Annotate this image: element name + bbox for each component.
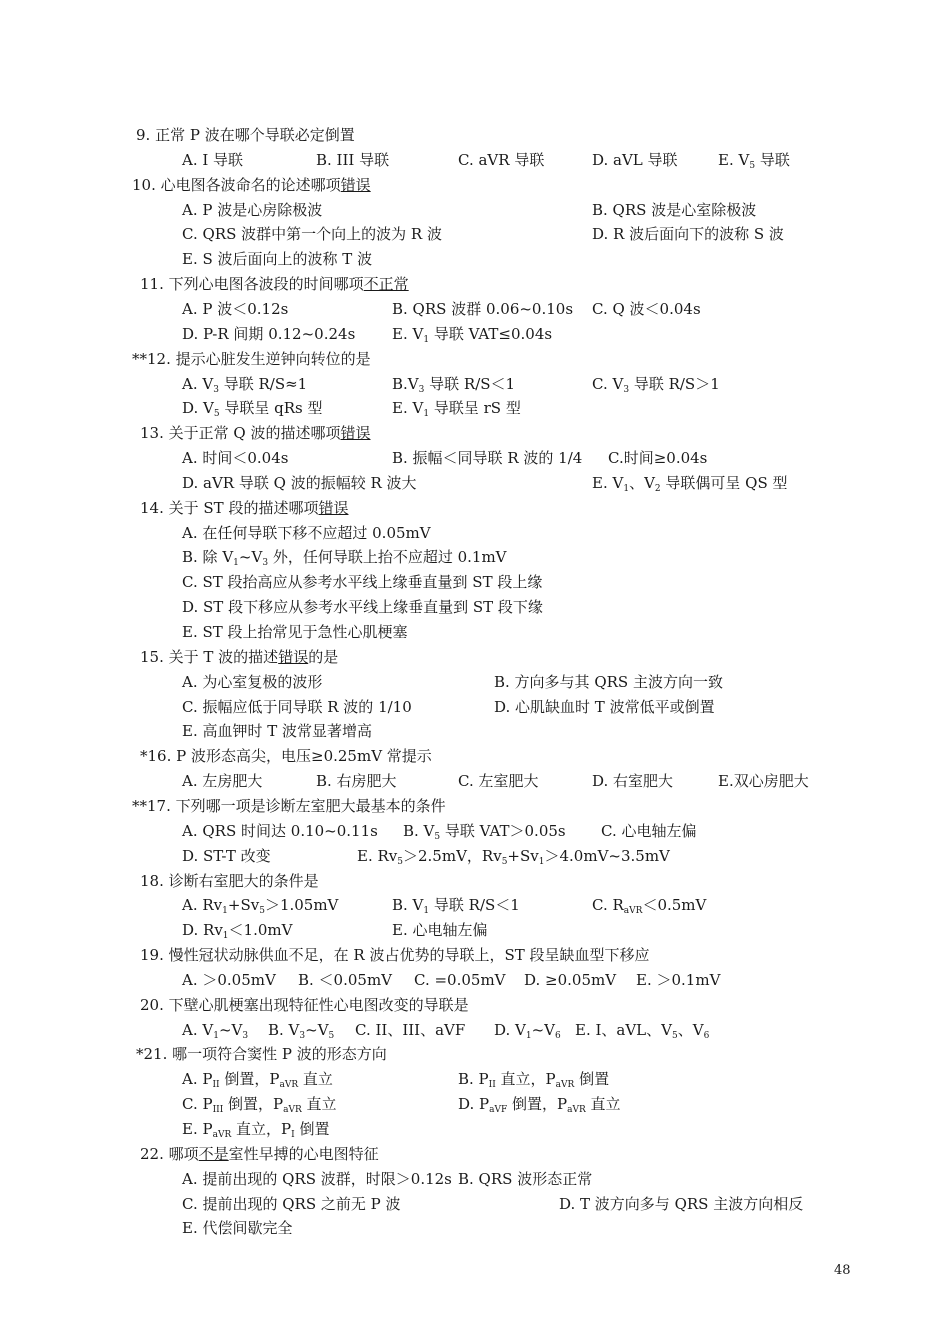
page-number: 48 [834,1263,851,1278]
question-text: 诊断右室肥大的条件是 [168,871,319,890]
answer-option: D. T 波方向多与 QRS 主波方向相反 [559,1194,804,1213]
question-stem [140,647,338,667]
answer-option: C.时间≥0.04s [608,449,708,468]
question-number: 10. [132,175,156,194]
question-number: *21. [136,1045,168,1064]
answer-option: B. 振幅＜同导联 R 波的 1/4 [392,449,583,468]
answer-option: B. 方向多与其 QRS 主波方向一致 [494,672,723,691]
answer-option: D. ST-T 改变 [182,846,271,865]
answer-option: B. QRS 波形态正常 [458,1169,593,1188]
answer-option: D. aVR 导联 Q 波的振幅较 R 波大 [182,473,417,492]
answer-option: B. $V_1$ 导联 R/S＜1 [392,896,520,917]
answer-option: A. 为心室复极的波形 [182,672,323,691]
question-number: **12. [132,349,171,368]
question-emphasis: 不是 [198,1144,229,1163]
question-number: 20. [140,995,164,1014]
answer-option: A. $V_3$ 导联 R/S≈1 [182,374,308,395]
answer-option: A. 时间＜0.04s [182,449,289,468]
answer-option: B. III 导联 [316,150,390,169]
answer-option: E. $V_1$ 导联呈 rS 型 [392,399,521,420]
question-stem [140,945,650,965]
answer-option: E. 高血钾时 T 波常显著增高 [182,722,373,741]
answer-option: C. Q 波＜0.04s [592,299,701,318]
answer-option: D. R 波后面向下的波称 S 波 [592,225,784,244]
answer-option: E. 代偿间歇完全 [182,1219,293,1238]
answer-option: E. $P_{aVR}$ 直立，$P_I$ 倒置 [182,1120,330,1140]
answer-option: C. ST 段抬高应从参考水平线上缘垂直量到 ST 段上缘 [182,573,543,592]
answer-option: B. $V_3\sim V_5$ [268,1020,335,1041]
question-stem [140,423,371,443]
question-number: 13. [140,424,164,443]
answer-option: D. 右室肥大 [592,772,674,791]
answer-option: B. $V_5$ 导联 VAT＞0.05s [403,821,566,842]
question-number: *16. [140,747,172,766]
question-text: 慢性冠状动脉供血不足，在 R 波占优势的导联上，ST 段呈缺血型下移应 [168,946,650,965]
question-text: 心电图各波命名的论述哪项 [160,175,341,194]
answer-option: B. 右房肥大 [316,772,397,791]
question-number: 14. [140,498,164,517]
answer-option: A. QRS 时间达 0.10~0.11s [182,821,378,840]
question-stem [140,498,348,518]
question-number: 19. [140,946,164,965]
answer-option: D. $Rv_1<1.0mV$ [182,921,293,942]
question-text: 下列心电图各波段的时间哪项 [168,275,364,294]
answer-option: E. ＞0.1mV [636,970,721,989]
question-emphasis: 错误 [278,647,309,666]
answer-option: E. I、aVL、$V_5$、$V_6$ [575,1020,710,1041]
answer-option: D. $V_1\sim V_6$ [494,1020,561,1041]
answer-option: C. 左室肥大 [458,772,539,791]
answer-option: A. 左房肥大 [182,772,263,791]
question-text: 正常 P 波在哪个导联必定倒置 [155,126,355,144]
question-number: 22. [140,1144,164,1163]
question-stem [132,796,446,816]
question-text: 下壁心肌梗塞出现特征性心电图改变的导联是 [168,995,469,1014]
answer-option: C. II、III、aVF [355,1020,466,1039]
answer-option: C. $V_3$ 导联 R/S＞1 [592,374,720,395]
answer-option: A. P 波是心房除极波 [182,200,323,219]
question-stem [136,1044,387,1064]
answer-option: A. $P_{II}$ 倒置，$P_{aVR}$ 直立 [182,1070,333,1091]
question-text: 关于 T 波的描述 [168,647,279,666]
question-stem [132,349,371,369]
answer-option: E. $Rv_5>2.5mV$，$Rv_5+Sv_1>4.0mV\sim 3.5mV$ [357,846,670,867]
answer-option: B. QRS 波群 0.06~0.10s [392,299,574,318]
answer-option: E.双心房肥大 [718,772,809,791]
question-number: **17. [132,796,171,815]
answer-option: C. 提前出现的 QRS 之前无 P 波 [182,1194,401,1213]
answer-option: A. $V_1\sim V_3$ [182,1020,249,1041]
answer-option: D. 心肌缺血时 T 波常低平或倒置 [494,697,715,716]
answer-option: A. $Rv_1+Sv_5>1.05mV$ [182,896,339,917]
answer-option: E. 心电轴左偏 [392,921,488,940]
answer-option: B. $P_{II}$ 直立，$P_{aVR}$ 倒置 [458,1070,610,1091]
question-emphasis: 错误 [340,424,371,443]
answer-option: C. $R_{aVR}<0.5mV$ [592,896,707,917]
question-text: 哪一项符合窦性 P 波的形态方向 [172,1045,387,1064]
answer-option: A. 提前出现的 QRS 波群，时限＞0.12s [182,1169,452,1188]
question-text-tail: 室性早搏的心电图特征 [228,1144,379,1163]
question-text: P 波形态高尖，电压≥0.25mV 常提示 [176,747,432,766]
question-number: 15. [140,647,164,666]
question-stem [132,175,371,195]
question-stem [140,1144,379,1164]
question-text: 下列哪一项是诊断左室肥大最基本的条件 [175,796,446,815]
answer-option: D. $V_5$ 导联呈 qRs 型 [182,399,323,420]
question-emphasis: 不正常 [363,275,409,294]
question-number: 11. [140,275,164,294]
answer-option: C. aVR 导联 [458,150,545,169]
question-stem [136,125,355,145]
answer-option: B. QRS 波是心室除极波 [592,200,757,219]
answer-option: C. $P_{III}$ 倒置，$P_{aVR}$ 直立 [182,1095,337,1116]
answer-option: E. S 波后面向上的波称 T 波 [182,250,373,269]
question-emphasis: 错误 [318,498,349,517]
answer-option: A. P 波＜0.12s [182,299,289,318]
question-number: 18. [140,871,164,890]
answer-option: B. 除 $V_1\sim V_3$ 外，任何导联上抬不应超过 0.1mV [182,548,507,569]
answer-option: $B.V_3$ 导联 R/S＜1 [392,374,516,395]
question-text: 关于 ST 段的描述哪项 [168,498,319,517]
answer-option: C. 心电轴左偏 [601,821,697,840]
question-text: 哪项 [168,1144,199,1163]
question-stem [140,995,469,1015]
answer-option: C. 振幅应低于同导联 R 波的 1/10 [182,697,412,716]
answer-option: C. QRS 波群中第一个向上的波为 R 波 [182,225,442,244]
question-emphasis: 错误 [340,175,371,194]
answer-option: E. $V_1$ 导联 VAT≤0.04s [392,324,553,345]
answer-option: A. ＞0.05mV [182,970,276,989]
question-text-tail: 的是 [308,647,339,666]
question-text: 关于正常 Q 波的描述哪项 [168,424,341,443]
answer-option: E. ST 段上抬常见于急性心肌梗塞 [182,623,408,641]
answer-option: D. ≥0.05mV [524,970,617,989]
answer-option: E. $V_5$ 导联 [718,150,790,171]
question-text: 提示心脏发生逆钟向转位的是 [175,349,371,368]
question-number: 9. [136,126,151,144]
answer-option: D. ST 段下移应从参考水平线上缘垂直量到 ST 段下缘 [182,598,543,617]
answer-option: D. aVL 导联 [592,150,678,169]
question-stem [140,746,432,766]
answer-option: C. =0.05mV [414,970,506,989]
answer-option: A. I 导联 [182,150,244,169]
question-stem [140,871,319,891]
question-stem [140,274,409,294]
answer-option: E. $V_1$、$V_2$ 导联偶可呈 QS 型 [592,473,788,494]
answer-option: D. $P_{aVF}$ 倒置，$P_{aVR}$ 直立 [458,1095,621,1116]
answer-option: B. ＜0.05mV [298,970,393,989]
answer-option: A. 在任何导联下移不应超过 0.05mV [182,523,431,542]
answer-option: D. P-R 间期 0.12~0.24s [182,324,356,343]
